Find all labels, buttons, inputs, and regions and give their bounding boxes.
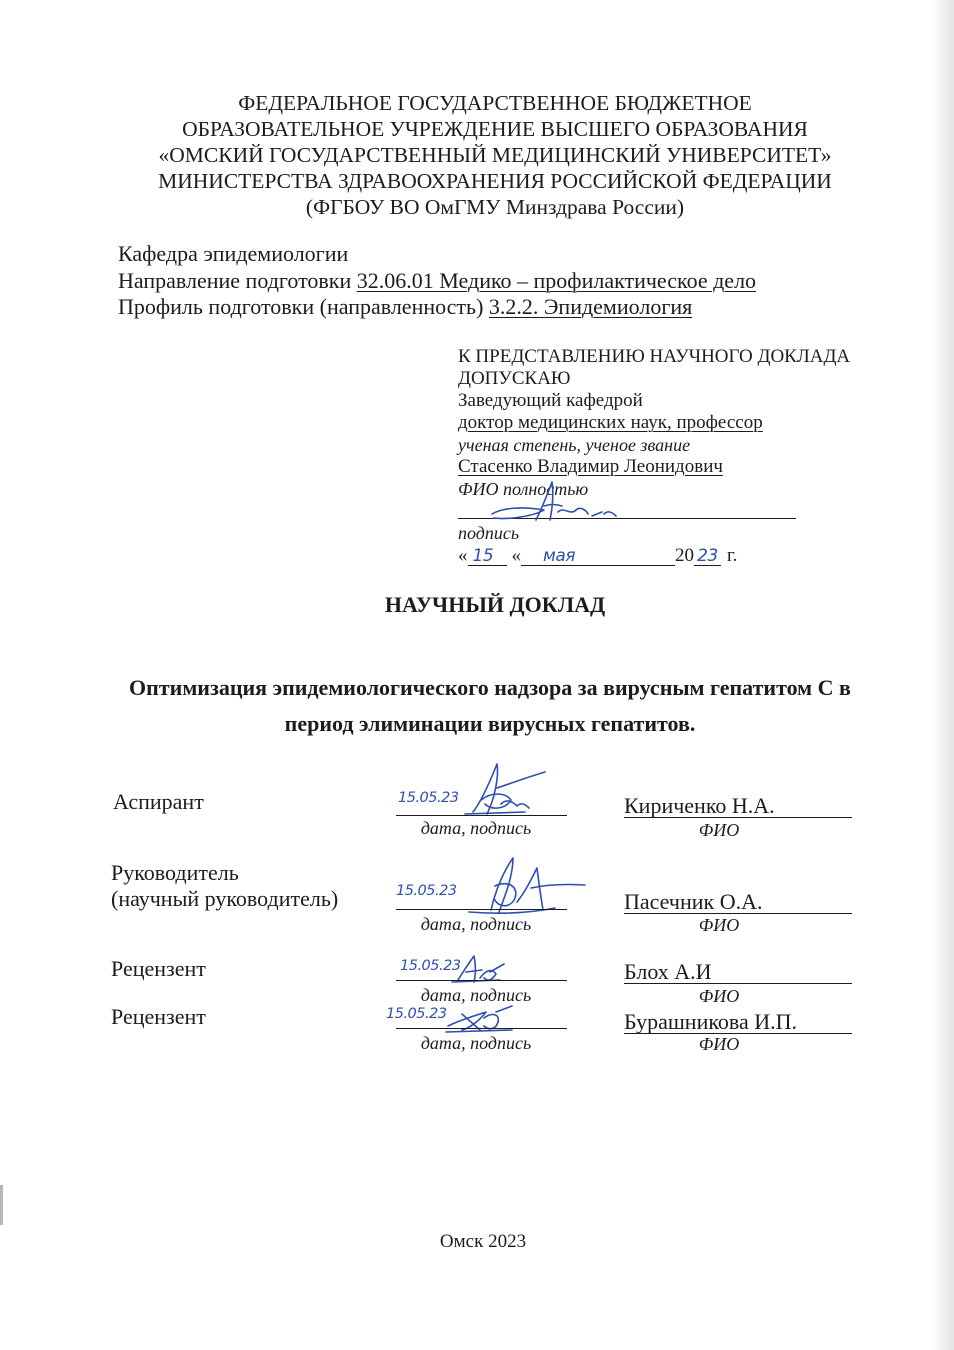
header-line: ОБРАЗОВАТЕЛЬНОЕ УЧРЕЖДЕНИЕ ВЫСШЕГО ОБРАЗОВАНИЯ (182, 117, 808, 141)
approver-degree-caption: ученая степень, ученое звание (458, 435, 691, 455)
report-topic (25, 670, 954, 742)
signatory-name-caption: ФИО (698, 1034, 740, 1054)
header-line: ФЕДЕРАЛЬНОЕ ГОСУДАРСТВЕННОЕ БЮДЖЕТНОЕ (238, 91, 752, 115)
university-header (40, 90, 950, 220)
date-year-handwritten: 23 (697, 546, 718, 566)
signatory-role (113, 790, 204, 816)
signatory-name-caption: ФИО (698, 915, 740, 935)
profile-row (118, 294, 756, 321)
date-month-field (521, 547, 675, 566)
signatory-signature (455, 758, 550, 818)
date-second-quote: « (511, 545, 521, 566)
direction-label: Направление подготовки (118, 267, 352, 293)
topic-line: период элиминации вирусных гепатитов. (284, 711, 696, 736)
signatory-date-signature-line (396, 815, 567, 816)
signatory-handwritten-date: 15.05.23 (386, 1006, 447, 1022)
signatory-name: Бурашникова И.П. (624, 1010, 852, 1034)
role-line: (научный руководитель) (111, 886, 339, 911)
signatory-signature (455, 852, 590, 914)
approver-full-name: Стасенко Владимир Леонидович (458, 456, 723, 477)
signatory-date-signature-line (396, 980, 567, 981)
signatory-date-caption: дата, подпись (420, 914, 532, 934)
approver-position: Заведующий кафедрой (458, 390, 643, 411)
signatory-handwritten-date: 15.05.23 (396, 883, 457, 899)
topic-line: Оптимизация эпидемиологического надзора за вирусным гепатитом С в (129, 675, 851, 700)
signatory-handwritten-date: 15.05.23 (400, 958, 461, 974)
signatory-name: Блох А.И (624, 960, 852, 984)
city-year-footer: Омск 2023 (439, 1231, 527, 1252)
signatory-name-caption: ФИО (698, 820, 740, 840)
date-year-field (694, 547, 721, 566)
header-line: МИНИСТЕРСТВА ЗДРАВООХРАНЕНИЯ РОССИЙСКОЙ ФЕДЕРАЦИИ (158, 169, 832, 193)
header-line: (ФГБОУ ВО ОмГМУ Минздрава России) (305, 195, 685, 219)
date-year-unit: г. (727, 545, 738, 566)
approval-decision: ДОПУСКАЮ (458, 368, 571, 389)
approver-degree: доктор медицинских наук, профессор (458, 412, 763, 433)
signatory-date-caption: дата, подпись (420, 1033, 532, 1053)
header-line: «ОМСКИЙ ГОСУДАРСТВЕННЫЙ МЕДИЦИНСКИЙ УНИВЕРСИТЕТ» (158, 143, 832, 167)
date-month-handwritten: мая (543, 546, 575, 566)
department-block (118, 241, 756, 321)
signatory-role (111, 861, 338, 913)
direction-row (118, 268, 756, 295)
signatory-date-caption: дата, подпись (420, 818, 532, 838)
date-day-field (468, 547, 507, 566)
signatory-handwritten-date: 15.05.23 (398, 790, 459, 806)
approver-signature (478, 476, 618, 526)
role-line: Аспирант (113, 789, 204, 814)
signatory-name-caption: ФИО (698, 986, 740, 1006)
approval-heading: К ПРЕДСТАВЛЕНИЮ НАУЧНОГО ДОКЛАДА (458, 346, 851, 367)
date-day-handwritten: 15 (472, 546, 494, 566)
profile-label: Профиль подготовки (направленность) (118, 294, 484, 319)
scan-left-edge-mark (0, 1185, 3, 1225)
signatory-date-caption: дата, подпись (420, 985, 532, 1005)
signatory-name: Кириченко Н.А. (624, 794, 852, 818)
department-name: Кафедра эпидемиологии (118, 241, 349, 266)
role-line: Рецензент (111, 956, 206, 981)
signatory-role (111, 957, 206, 983)
approval-date (458, 545, 737, 567)
direction-value: 32.06.01 Медико – профилактическое дело (356, 267, 757, 293)
approver-signature-caption: подпись (458, 523, 520, 543)
signatory-date-signature-line (396, 1028, 567, 1029)
signatory-name: Пасечник О.А. (624, 890, 852, 914)
date-open-quote: « (458, 545, 468, 566)
approver-full-name-caption: ФИО полностью (458, 479, 589, 499)
role-line: Рецензент (111, 1004, 206, 1029)
document-title: НАУЧНЫЙ ДОКЛАД (384, 592, 606, 617)
signatory-role (111, 1005, 206, 1031)
role-line: Руководитель (111, 860, 239, 885)
signatory-signature (440, 1000, 520, 1036)
date-year-prefix: 20 (675, 545, 694, 566)
signatory-date-signature-line (396, 909, 567, 910)
profile-value: 3.2.2. Эпидемиология (488, 294, 693, 319)
